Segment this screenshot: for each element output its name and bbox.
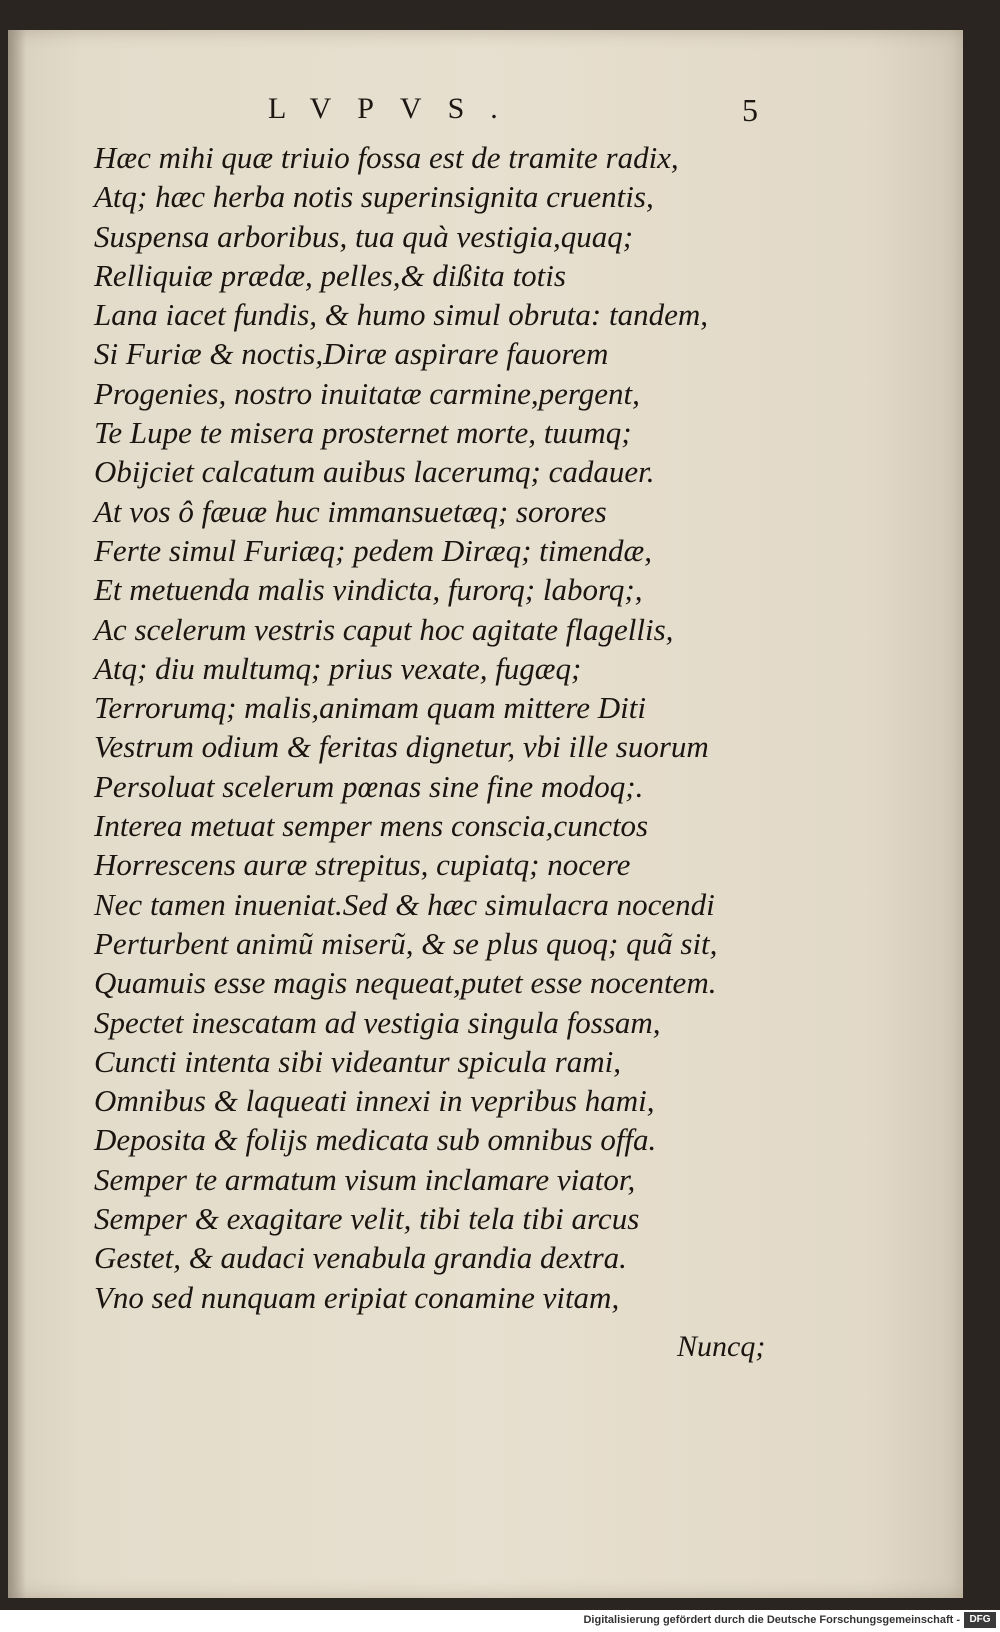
catchword: Nuncq; — [677, 1330, 766, 1363]
verse-line: Perturbent animũ miserũ, & se plus quoq; quã sit, — [94, 925, 718, 961]
verse-line: Obijciet calcatum auibus lacerumq; cadauer. — [94, 454, 655, 490]
verse-line: Deposita & folijs medicata sub omnibus offa. — [94, 1122, 657, 1158]
verse-line: Te Lupe te misera prosternet morte, tuumq; — [94, 415, 632, 451]
verse-line: At vos ô fæuæ huc immansuetæq; sorores — [94, 493, 607, 529]
verse-line: Nec tamen inueniat.Sed & hæc simulacra nocendi — [94, 886, 715, 922]
verse-text — [94, 138, 794, 1317]
verse-line: Relliquiæ prædæ, pelles,& dißita totis — [94, 257, 566, 293]
verse-line: Terrorumq; malis,animam quam mittere Diti — [94, 690, 646, 726]
verse-line: Persoluat scelerum pœnas sine fine modoq;. — [94, 768, 644, 804]
running-head: LVPVS. — [268, 92, 524, 125]
verse-line: Ac scelerum vestris caput hoc agitate flagellis, — [94, 611, 674, 647]
verse-line: Lana iacet fundis, & humo simul obruta: tandem, — [94, 297, 708, 333]
page-header — [0, 92, 1000, 132]
dfg-logo-icon: DFG — [964, 1612, 996, 1628]
verse-line: Vno sed nunquam eripiat conamine vitam, — [94, 1279, 620, 1315]
verse-line: Ferte simul Furiæq; pedem Diræq; timendæ, — [94, 532, 652, 568]
verse-line: Hæc mihi quæ triuio fossa est de tramite radix, — [94, 140, 679, 175]
verse-line: Atq; diu multumq; prius vexate, fugæq; — [94, 650, 582, 686]
verse-line: Et metuenda malis vindicta, furorq; laborq;, — [94, 572, 643, 608]
verse-line: Interea metuat semper mens conscia,cunctos — [94, 808, 649, 844]
verse-line: Semper & exagitare velit, tibi tela tibi arcus — [94, 1201, 640, 1237]
verse-line: Gestet, & audaci venabula grandia dextra. — [94, 1240, 627, 1276]
funding-credit: Digitalisierung gefördert durch die Deutsche Forschungsgemeinschaft - — [583, 1614, 960, 1626]
verse-line: Cuncti intenta sibi videantur spicula rami, — [94, 1043, 621, 1079]
page-gutter-shadow — [8, 30, 26, 1598]
verse-line: Spectet inescatam ad vestigia singula fossam, — [94, 1004, 661, 1040]
verse-line: Omnibus & laqueati innexi in vepribus hami, — [94, 1083, 655, 1119]
verse-line: Quamuis esse magis nequeat,putet esse nocentem. — [94, 965, 717, 1001]
verse-line: Horrescens auræ strepitus, cupiatq; nocere — [94, 847, 631, 883]
verse-line: Atq; hæc herba notis superinsignita cruentis, — [94, 179, 654, 215]
verse-line: Si Furiæ & noctis,Diræ aspirare fauorem — [94, 336, 609, 372]
verse-line: Semper te armatum visum inclamare viator, — [94, 1161, 636, 1197]
verse-line: Progenies, nostro inuitatæ carmine,pergent, — [94, 375, 640, 411]
verse-line: Suspensa arboribus, tua quà vestigia,quaq; — [94, 218, 634, 254]
page-number: 5 — [742, 92, 758, 128]
verse-line: Vestrum odium & feritas dignetur, vbi ille suorum — [94, 729, 709, 765]
